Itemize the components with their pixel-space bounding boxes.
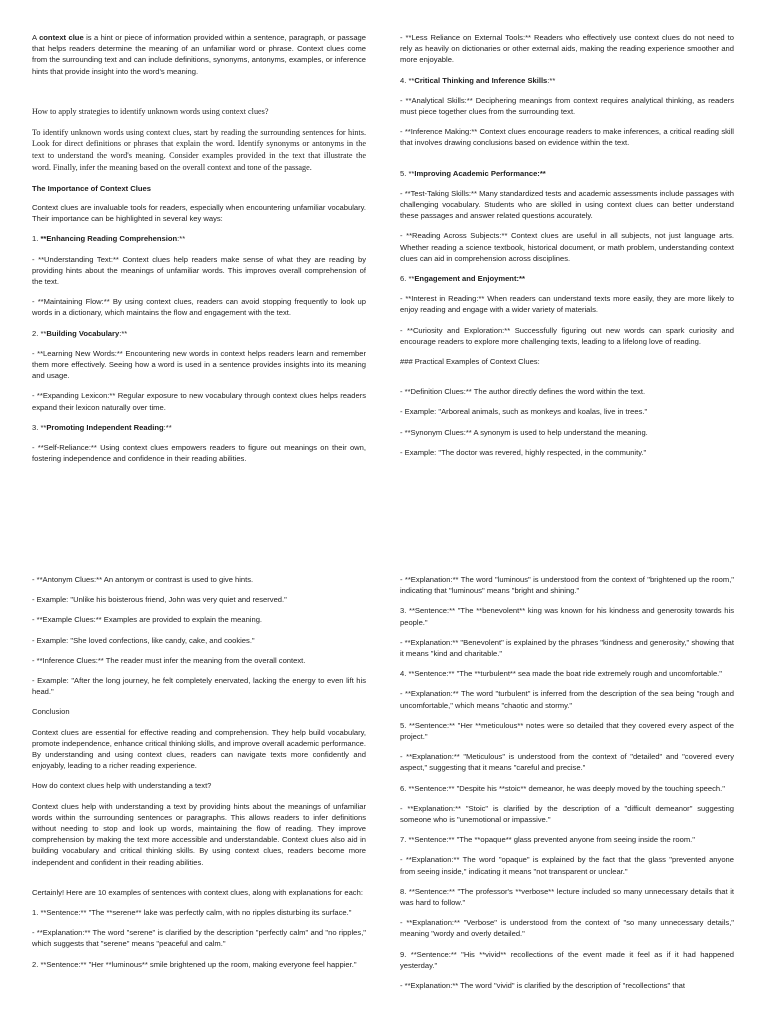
example-6-sentence: 6. **Sentence:** "Despite his **stoic** demeanor, he was deeply moved by the touching speech." [400, 783, 725, 793]
section-2-point-1: - **Learning New Words:** Encountering new words in context helps readers learn and remember them more effectively. Seeing how a word is used in a sentence provides insights into its meaning and usage. [32, 348, 366, 381]
definition-clue-example: - Example: "Arboreal animals, such as monkeys and koalas, live in trees." [400, 407, 648, 417]
section-4-heading: 4. **Critical Thinking and Inference Skills:** [400, 75, 556, 85]
section-6-point-1: - **Interest in Reading:** When readers can understand texts more easily, they are more likely to enjoy reading and engage with a wider variety of materials. [400, 294, 734, 315]
example-clue-item: - **Example Clues:** Examples are provided to explain the meaning. [32, 615, 263, 625]
example-3-explanation: - **Explanation:** "Benevolent" is explained by the phrases "kindness and generosity," showing that it means "kind and charitable." [400, 637, 734, 659]
example-5-sentence: 5. **Sentence:** "Her **meticulous** notes were so detailed that they covered every aspect of the project." [400, 720, 734, 742]
conclusion-heading: Conclusion [32, 707, 70, 717]
inference-clue-example: - Example: "After the long journey, he felt completely enervated, lacking the energy to even lift his head." [32, 676, 366, 697]
importance-intro: Context clues are invaluable tools for readers, especially when encountering unfamiliar vocabulary. Their importance can be highlighted in several key ways: [32, 203, 366, 224]
example-1-sentence: 1. **Sentence:** "The **serene** lake was perfectly calm, with no ripples disturbing its surface." [32, 908, 352, 918]
example-clue-example: - Example: "She loved confections, like candy, cake, and cookies." [32, 635, 255, 645]
examples-lead: Certainly! Here are 10 examples of sentences with context clues, along with explanations for each: [32, 887, 363, 897]
section-2-heading: 2. **Building Vocabulary:** [32, 328, 128, 338]
question-heading: How to apply strategies to identify unknown words using context clues? [32, 106, 269, 116]
question-2-heading: How do context clues help with understanding a text? [32, 781, 212, 791]
example-7-sentence: 7. **Sentence:** "The **opaque** glass prevented anyone from seeing inside the room." [400, 835, 695, 845]
page-1-right-column [400, 32, 734, 467]
antonym-clue-item: - **Antonym Clues:** An antonym or contrast is used to give hints. [32, 575, 254, 584]
definition-clue-item: - **Definition Clues:** The author directly defines the word within the text. [400, 387, 646, 397]
example-9-sentence: 9. **Sentence:** "His **vivid** recollections of the event made it feel as if it had happened yesterday." [400, 949, 734, 970]
section-5-point-2: - **Reading Across Subjects:** Context clues are useful in all subjects, not just language arts. Whether reading a science textbook, historical document, or math problem, understanding context clues can aid in comprehension across disciplines. [400, 231, 734, 263]
synonym-clue-example: - Example: "The doctor was revered, highly respected, in the community." [400, 447, 647, 457]
example-5-explanation: - **Explanation:** "Meticulous" is understood from the context of "detailed" and "covered every aspect," suggesting that it means "careful and precise." [400, 752, 734, 773]
example-4-sentence: 4. **Sentence:** "The **turbulent** sea made the boat ride extremely rough and uncomfortable." [400, 669, 722, 679]
antonym-clue-example: - Example: "Unlike his boisterous friend, John was very quiet and reserved." [32, 595, 287, 605]
example-1-explanation: - **Explanation:** The word "serene" is clarified by the description "perfectly calm" and "no ripples," which suggests that "serene" means "peaceful and calm." [32, 928, 366, 949]
section-6-point-2: - **Curiosity and Exploration:** Successfully figuring out new words can spark curiosity and encourage readers to explore more challenging texts, leading to a lifelong love of reading. [400, 325, 734, 346]
page-2-left-column [32, 574, 366, 979]
example-4-explanation: - **Explanation:** The word "turbulent" is inferred from the description of the sea being "rough and uncomfortable," which means "chaotic and stormy." [400, 689, 734, 710]
synonym-clue-item: - **Synonym Clues:** A synonym is used to help understand the meaning. [400, 427, 648, 437]
intro-term: context clue [39, 33, 84, 42]
document-page-2 [0, 512, 768, 1024]
answer-2-paragraph: Context clues help with understanding a text by providing hints about the meanings of unfamiliar words within the surrounding sentences or paragraphs. This allows readers to infer definitions without needing to stop and look up words, maintaining the flow of reading. They improve comprehension by making the text more accessible and understandable. Context clues also aid in building vocabulary and critical thinking skills. By using context clues, readers become more independent and confident in their reading abilities. [32, 801, 366, 867]
example-9-explanation: - **Explanation:** The word "vivid" is clarified by the description of "recollections" that [400, 981, 685, 991]
example-8-sentence: 8. **Sentence:** "The professor's **verbose** lecture included so many unnecessary details that it was hard to follow." [400, 886, 734, 908]
example-2-explanation: - **Explanation:** The word "luminous" is understood from the context of "brightened up the room," indicating that "luminous" means "bright and shining." [400, 575, 734, 596]
section-4-point-1: - **Analytical Skills:** Deciphering meanings from context requires analytical thinking, as readers must piece together clues from the surrounding text. [400, 95, 734, 117]
inference-clue-item: - **Inference Clues:** The reader must infer the meaning from the overall context. [32, 655, 306, 665]
page-2-right-column [400, 574, 734, 1000]
example-7-explanation: - **Explanation:** The word "opaque" is explained by the fact that the glass "prevented anyone from seeing inside," indicating it means "not transparent or unclear." [400, 855, 734, 876]
section-3-heading: 3. **Promoting Independent Reading:** [32, 422, 172, 432]
section-1-heading: 1. **Enhancing Reading Comprehension:** [32, 234, 186, 244]
example-2-sentence: 2. **Sentence:** "Her **luminous** smile brightened up the room, making everyone feel happier." [32, 959, 357, 969]
example-6-explanation: - **Explanation:** "Stoic" is clarified by the description of a "difficult demeanor" suggesting someone who is "unemotional or impassive." [400, 803, 734, 825]
page-1-left-column [32, 32, 366, 473]
section-3-point-1: - **Self-Reliance:** Using context clues empowers readers to figure out meanings on their own, fostering independence and confidence in their reading abilities. [32, 443, 366, 464]
section-5-heading: 5. **Improving Academic Performance:** [400, 168, 546, 178]
answer-paragraph: To identify unknown words using context clues, start by reading the surrounding sentences for hints. Look for direct definitions or phrases that explain the word. Identify synonyms or antonyms in the text to understand the word's meaning. Consider examples provided in the text that illustrate the word. Finally, infer the meaning based on the overall context and tone of the passage. [32, 127, 366, 172]
example-3-sentence: 3. **Sentence:** "The **benevolent** king was known for his kindness and generosity towards his people." [400, 606, 734, 627]
example-8-explanation: - **Explanation:** "Verbose" is understood from the context of "so many unnecessary details," meaning "wordy and overly detailed." [400, 918, 734, 939]
reliance-point: - **Less Reliance on External Tools:** Readers who effectively use context clues do not need to rely as heavily on dictionaries or other external aids, making the reading experience smoother and more enjoyable. [400, 33, 734, 65]
section-5-point-1: - **Test-Taking Skills:** Many standardized tests and academic assessments include passages with challenging vocabulary. Students who are skilled in using context clues can better understand these passages and answer related questions accurately. [400, 188, 734, 221]
intro-paragraph: A context clue is a hint or piece of information provided within a sentence, paragraph, or passage that helps readers determine the meaning of an unfamiliar word or phrase. Context clues come from the surrounding text and can include definitions, synonyms, antonyms, examples, or inference hints that provide insight into the word's meaning. [32, 33, 366, 76]
section-2-point-2: - **Expanding Lexicon:** Regular exposure to new vocabulary through context clues helps readers expand their lexicon naturally over time. [32, 391, 366, 412]
section-6-heading: 6. **Engagement and Enjoyment:** [400, 274, 525, 284]
importance-heading: The Importance of Context Clues [32, 183, 151, 193]
examples-heading: ### Practical Examples of Context Clues: [400, 357, 540, 367]
section-1-point-1: - **Understanding Text:** Context clues help readers make sense of what they are reading by providing hints about the meanings of unfamiliar words. This improves overall comprehension of the text. [32, 254, 366, 287]
conclusion-paragraph: Context clues are essential for effective reading and comprehension. They help build vocabulary, promote independence, enhance critical thinking skills, and improve overall academic performance. By understanding and using context clues, readers can navigate texts more confidently and enjoyably, leading to a richer reading experience. [32, 727, 366, 771]
section-1-point-2: - **Maintaining Flow:** By using context clues, readers can avoid stopping frequently to look up words in a dictionary, which maintains the flow and engagement with the text. [32, 297, 366, 318]
section-4-point-2: - **Inference Making:** Context clues encourage readers to make inferences, a critical reading skill that involves drawing conclusions based on evidence within the text. [400, 127, 734, 148]
